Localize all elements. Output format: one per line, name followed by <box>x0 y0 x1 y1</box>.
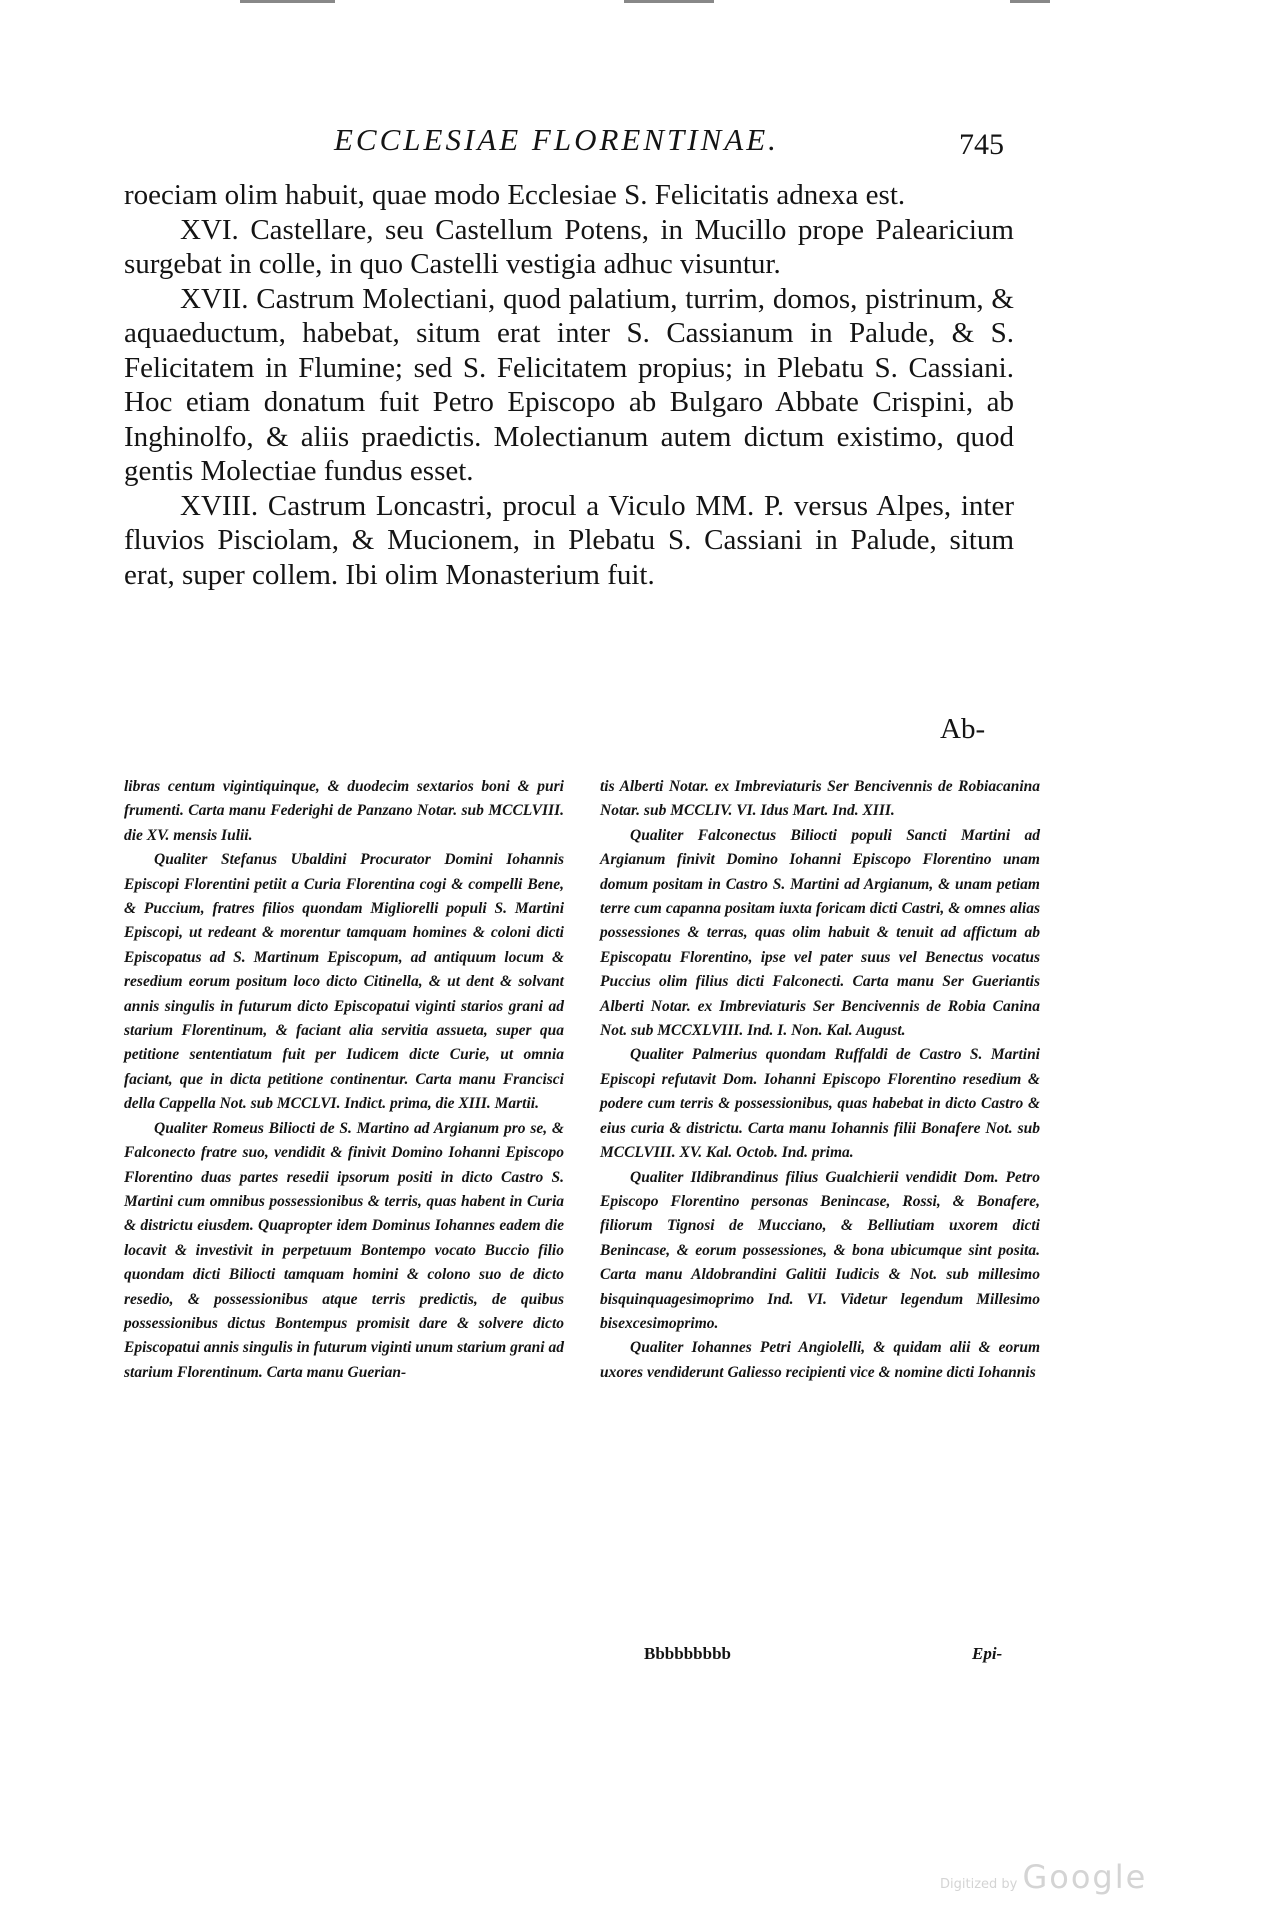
footnote-paragraph: Qualiter Stefanus Ubaldini Procurator Domini Iohannis Episcopi Florentini petiit a Curia Florentina cogi & compelli Bene, & Puccium, fratres filios quondam Migliorelli populi S. Martini Episcopi, ut redeant & morentur tamquam homines & coloni dicti Episcopatus ad S. Martinum Episcopum, ad antiquum locum & resedium eorum positum loco dicto Citinella, & ut dent & solvant annis singulis in futurum dicto Episcopatui viginti starios grani ad starium Florentinum, & faciant alia servitia assueta, super qua petitione sententiatum fuit per Iudicem dicte Curie, ut omnia faciant, que in dicta petitione continentur. Carta manu Francisci della Cappella Not. sub MCCLVI. Indict. prima, die XIII. Martii. <box>124 851 564 1113</box>
paragraph-xvi: XVI. Castellare, seu Castellum Potens, in Mucillo prope Palearicium surgebat in colle, in quo Castelli vestigia adhuc visuntur. <box>124 213 1014 280</box>
paragraph-xvii: XVII. Castrum Molectiani, quod palatium, turrim, domos, pistrinum, & aquaeductum, habebat, situm erat inter S. Cassianum in Palude, & S. Felicitatem in Flumine; sed S. Felicitatem propius; in Plebatu S. Cassiani. Hoc etiam donatum fuit Petro Episcopo ab Bulgaro Abbate Crispini, ab Inghinolfo, & aliis praedictis. Molectianum autem dictum existimo, quod gentis Molectiae fundus esset. <box>124 282 1014 487</box>
digitized-watermark <box>940 1858 1147 1896</box>
running-title: ECCLESIAE FLORENTINAE. <box>334 122 779 157</box>
footnote-paragraph: Qualiter Ildibrandinus filius Gualchierii vendidit Dom. Petro Episcopo Florentino personas Benincase, Rossi, & Bonafere, filiorum Tignosi de Mucciano, & Belliutiam uxorem dicti Benincase, & eorum possessiones, & bona ubicumque sint posita. Carta manu Aldobrandini Galitii Iudicis & Not. sub millesimo bisquinquagesimoprimo Ind. VI. Videtur legendum Millesimo bisexcesimoprimo. <box>600 1168 1040 1332</box>
footnote-paragraph: libras centum vigintiquinque, & duodecim sextarios boni & puri frumenti. Carta manu Federighi de Panzano Notar. sub MCCLVIII. die XV. mensis Iulii. <box>124 778 564 844</box>
paragraph-xviii: XVIII. Castrum Loncastri, procul a Viculo MM. P. versus Alpes, inter fluvios Pisciolam, & Mucionem, in Plebatu S. Cassiani in Palude, situm erat, super collem. Ibi olim Monasterium fuit. <box>124 489 1014 591</box>
page-header <box>124 122 1024 162</box>
footnote-paragraph: Qualiter Falconectus Biliocti populi Sancti Martini ad Argianum finivit Domino Iohanni Episcopo Florentino unam domum positam in Castro S. Martini ad Argianum, & unam petiam terre cum capanna positam iuxta foricam dicti Castri, & omnes alias possessiones & terras, quas olim habuit & tenuit ad affictum ab Episcopatu Florentino, ipse vel pater suus vel Benectus vocatus Puccius olim filius dicti Falconecti. Carta manu Ser Gueriantis Alberti Notar. ex Imbreviaturis Ser Bencivennis de Robia Canina Not. sub MCCXLVIII. Ind. I. Non. Kal. August. <box>600 826 1040 1040</box>
catchword-notes: Epi- <box>972 1644 1003 1663</box>
footnote-paragraph: tis Alberti Notar. ex Imbreviaturis Ser Bencivennis de Robiacanina Notar. sub MCCLIV. VI. Idus Mart. Ind. XIII. <box>600 778 1040 820</box>
footnote-column-left <box>124 775 564 1385</box>
top-edge-mark-center <box>624 0 714 3</box>
watermark-small-text: Digitized by <box>940 1877 1018 1892</box>
catchword-main: Ab- <box>940 713 986 745</box>
footnote-paragraph: Qualiter Iohannes Petri Angiolelli, & quidam alii & eorum uxores vendiderunt Galiesso recipienti vice & nomine dicti Iohannis <box>600 1339 1040 1381</box>
footnotes <box>124 775 1054 1660</box>
top-edge-mark-left <box>240 0 335 3</box>
signature-mark: Bbbbbbbbb <box>644 1644 731 1663</box>
footnote-paragraph: Qualiter Romeus Biliocti de S. Martino ad Argianum pro se, & Falconecto fratre suo, vendidit & finivit Domino Iohanni Episcopo Florentino duas partes resedii ipsorum positi in dicto Castro S. Martini cum omnibus possessionibus & terris, quas habent in Curia & districtu eiusdem. Quapropter idem Dominus Iohannes eadem die locavit & investivit in perpetuum Bontempo vocato Buccio filio quondam dicti Biliocti tamquam homini & colono suo de dicto resedio, & possessionibus atque terris predictis, de quibus possessionibus dictus Bontempus promisit dare & solvere dicto Episcopatui annis singulis in futurum viginti unum starium grani ad starium Florentinum. Carta manu Guerian- <box>124 1119 564 1381</box>
top-edge-mark-right <box>1010 0 1050 3</box>
footnote-paragraph: Qualiter Palmerius quondam Ruffaldi de Castro S. Martini Episcopi refutavit Dom. Iohanni Episcopo Florentino resedium & podere cum terris & possessionibus, quas habebat in dicto Castro & eius curia & districtu. Carta manu Iohannis filii Bonafere Not. sub MCCLVIII. XV. Kal. Octob. Ind. prima. <box>600 1046 1040 1162</box>
footnote-column-right <box>600 775 1040 1385</box>
paragraph-continuation: roeciam olim habuit, quae modo Ecclesiae S. Felicitatis adnexa est. <box>124 179 906 211</box>
main-text <box>124 178 1014 592</box>
watermark-logo-text: Google <box>1022 1858 1148 1896</box>
page-number: 745 <box>959 128 1004 161</box>
